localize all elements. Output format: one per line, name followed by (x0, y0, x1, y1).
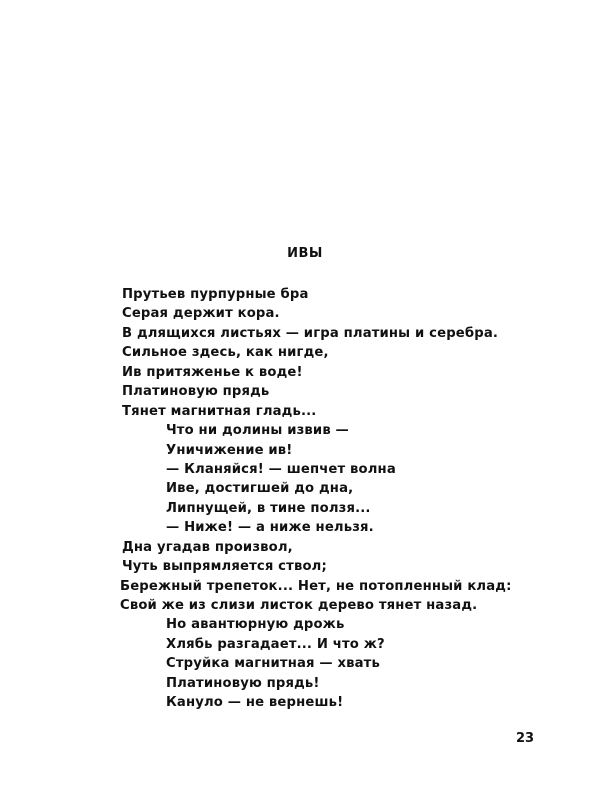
poem-line: Ив притяженье к воде! (122, 364, 303, 380)
poem-line-indented: Иве, достигшей до дна, (166, 481, 354, 497)
poem-line: В длящихся листьях — игра платины и серебра. (122, 325, 499, 341)
poem-line: Сильное здесь, как нигде, (122, 345, 329, 361)
poem-line: Бережный трепеток... Нет, не потопленный клад: (120, 578, 512, 594)
page-number: 23 (516, 731, 535, 746)
poem-line: Серая держит кора. (122, 306, 280, 322)
poem-body (122, 285, 542, 713)
poem-line-indented: — Кланяйся! — шепчет волна (166, 461, 396, 477)
poem-line-indented: Уничижение ив! (166, 442, 293, 458)
poem-line-indented: — Ниже! — а ниже нельзя. (166, 520, 374, 536)
poem-line-indented: Но авантюрную дрожь (166, 617, 345, 633)
poem-line-indented: Липнущей, в тине ползя... (166, 500, 371, 516)
poem-line: Дна угадав произвол, (122, 539, 293, 555)
poem-line-indented: Хлябь разгадает... И что ж? (166, 636, 385, 652)
poem-line-indented: Платиновую прядь! (166, 675, 320, 691)
poem-line: Чуть выпрямляется ствол; (122, 559, 327, 575)
poem-line-indented: Кануло — не вернешь! (166, 695, 344, 711)
poem-line-indented: Что ни долины извив — (166, 423, 349, 439)
poem-line: Тянет магнитная гладь... (122, 403, 317, 419)
poem-line: Прутьев пурпурные бра (122, 287, 309, 302)
poem-line: Платиновую прядь (122, 384, 270, 400)
poem-title: ИВЫ (287, 246, 323, 261)
poem-line-indented: Струйка магнитная — хвать (166, 656, 380, 672)
poem-line: Свой же из слизи листок дерево тянет назад. (120, 598, 478, 613)
